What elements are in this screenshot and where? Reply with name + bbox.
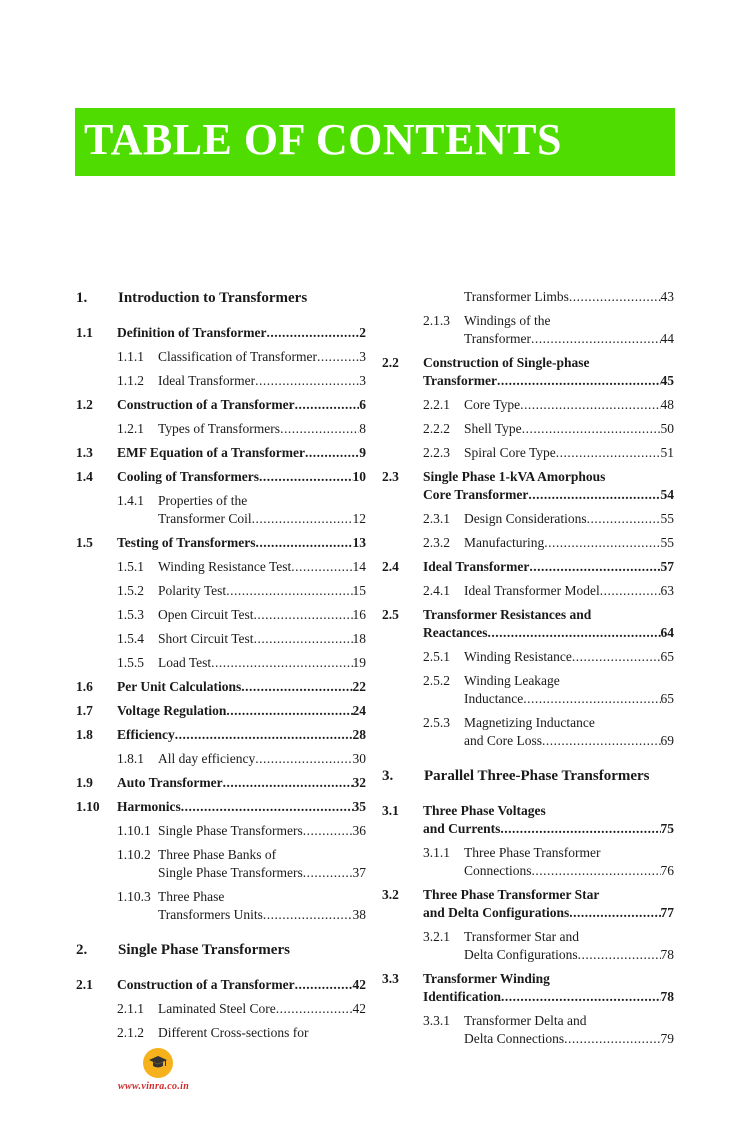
leader-dots: [572, 648, 661, 666]
page-number: 77: [660, 905, 674, 920]
entry-title: Inductance: [464, 691, 524, 706]
page-number: 30: [352, 751, 366, 766]
leader-dots: [317, 348, 359, 366]
toc-entry-2-5-3[interactable]: [382, 714, 674, 750]
entry-title: Parallel Three-Phase Transformers: [424, 768, 650, 784]
toc-entry-1-5-5[interactable]: [76, 654, 366, 672]
page-title: TABLE OF CONTENTS: [84, 115, 562, 164]
entry-title: Core Type: [464, 397, 521, 412]
entry-number: 2.4.1: [423, 583, 450, 598]
entry-number: 1.8: [76, 727, 93, 742]
page-number: 16: [352, 607, 366, 622]
page-number: 50: [660, 421, 674, 436]
toc-entry-1-5[interactable]: [76, 534, 366, 552]
leader-dots: [529, 558, 660, 576]
toc-entry-1-5-2[interactable]: [76, 582, 366, 600]
page-number: 78: [660, 989, 674, 1004]
leader-dots: [266, 324, 359, 342]
page-number: 45: [660, 373, 674, 388]
entry-title: Spiral Core Type: [464, 445, 556, 460]
toc-entry-1-9[interactable]: [76, 774, 366, 792]
entry-title-line: Transformer Resistances and: [423, 607, 592, 622]
leader-dots: [578, 946, 661, 964]
toc-entry-1-5-4[interactable]: [76, 630, 366, 648]
toc-entry-2-1-2[interactable]: [76, 1024, 366, 1042]
entry-number: 1.10.1: [117, 823, 151, 838]
page-number: 28: [352, 727, 366, 742]
entry-number: 1.4.1: [117, 493, 144, 508]
leader-dots: [497, 372, 661, 390]
toc-entry-2-1-1[interactable]: [76, 1000, 366, 1018]
page-number: 35: [352, 799, 366, 814]
entry-title: Single Phase Transformers: [158, 823, 303, 838]
entry-number: 2.1.3: [423, 313, 450, 328]
entry-title-line: Construction of Single-phase: [423, 355, 590, 370]
toc-entry-2-4-1[interactable]: [382, 582, 674, 600]
leader-dots: [256, 534, 353, 552]
entry-title: Transformer: [464, 331, 531, 346]
entry-title: and Core Loss: [464, 733, 542, 748]
leader-dots: [255, 372, 359, 390]
entry-title: Ideal Transformer: [158, 373, 256, 388]
toc-entry-1-6[interactable]: [76, 678, 366, 696]
leader-dots: [211, 654, 352, 672]
leader-dots: [305, 444, 359, 462]
toc-entry-1-10[interactable]: [76, 798, 366, 816]
entry-title: Transformers Units: [158, 907, 263, 922]
entry-title: Winding Resistance: [464, 649, 572, 664]
entry-number: 3.: [382, 768, 394, 784]
leader-dots: [223, 774, 353, 792]
toc-entry-3[interactable]: [382, 766, 674, 802]
toc-entry-2-2-3[interactable]: [382, 444, 674, 462]
entry-number: 2.5.3: [423, 715, 450, 730]
leader-dots: [291, 558, 352, 576]
entry-title: Single Phase Transformers: [158, 865, 303, 880]
leader-dots: [569, 288, 661, 306]
toc-entry-1-8-1[interactable]: [76, 750, 366, 768]
toc-entry-2-2[interactable]: [382, 354, 674, 390]
page-number: 3: [359, 349, 366, 364]
entry-title: Load Test: [158, 655, 212, 670]
entry-number: 2.5.2: [423, 673, 450, 688]
entry-number: 1.5.2: [117, 583, 144, 598]
toc-entry-3-3[interactable]: [382, 970, 674, 1006]
leader-dots: [587, 510, 661, 528]
leader-dots: [254, 630, 353, 648]
toc-entry-2-3-1[interactable]: [382, 510, 674, 528]
entry-number: 2.3: [382, 469, 399, 484]
leader-dots: [531, 330, 661, 348]
toc-entry-1-8[interactable]: [76, 726, 366, 744]
page-number: 18: [352, 631, 366, 646]
entry-number: 1.1: [76, 325, 93, 340]
entry-title: Core Transformer: [423, 487, 529, 502]
leader-dots: [523, 690, 660, 708]
page-number: 6: [359, 397, 366, 412]
leader-dots: [487, 624, 660, 642]
entry-number: 1.5.5: [117, 655, 144, 670]
entry-number: 2.5.1: [423, 649, 450, 664]
toc-entry-1-1-2[interactable]: [76, 372, 366, 390]
toc-entry-2-4[interactable]: [382, 558, 674, 576]
entry-number: 2.2.2: [423, 421, 450, 436]
page-number: 24: [352, 703, 366, 718]
entry-number: 3.1.1: [423, 845, 450, 860]
entry-number: 2.1.2: [117, 1025, 144, 1040]
entry-title: Laminated Steel Core: [158, 1001, 276, 1016]
title-banner: [75, 108, 675, 176]
page-number: 48: [660, 397, 674, 412]
page-number: 65: [660, 649, 674, 664]
leader-dots: [295, 976, 353, 994]
page-number: 37: [352, 865, 366, 880]
leader-dots: [501, 988, 660, 1006]
leader-dots: [175, 726, 353, 744]
entry-title: Delta Configurations: [464, 947, 578, 962]
entry-title: Shell Type: [464, 421, 522, 436]
toc-entry-2-5-1[interactable]: [382, 648, 674, 666]
entry-number: 3.2.1: [423, 929, 450, 944]
graduation-cap-icon: [143, 1048, 173, 1078]
page-number: 42: [352, 977, 366, 992]
leader-dots: [542, 732, 661, 750]
entry-title: and Delta Configurations: [423, 905, 570, 920]
entry-number: 2.3.2: [423, 535, 450, 550]
toc-entry-1-3[interactable]: [76, 444, 366, 462]
page-number: 14: [352, 559, 366, 574]
toc-entry-2-2-2[interactable]: [382, 420, 674, 438]
leader-dots: [556, 444, 661, 462]
leader-dots: [263, 906, 353, 924]
entry-number: 2.3.1: [423, 511, 450, 526]
entry-number: 3.3.1: [423, 1013, 450, 1028]
entry-title: and Currents: [423, 821, 501, 836]
toc-entry-2[interactable]: [76, 940, 366, 976]
entry-title: Short Circuit Test: [158, 631, 254, 646]
entry-title: Classification of Transformer: [158, 349, 317, 364]
entry-number: 2.5: [382, 607, 399, 622]
entry-title: Types of Transformers: [158, 421, 281, 436]
entry-title: Reactances: [423, 625, 488, 640]
entry-title: Open Circuit Test: [158, 607, 254, 622]
toc-entry-2-1[interactable]: [76, 976, 366, 994]
entry-number: 1.5.1: [117, 559, 144, 574]
leader-dots: [276, 1000, 353, 1018]
leader-dots: [252, 510, 353, 528]
page-number: 55: [660, 535, 674, 550]
page-number: 57: [660, 559, 674, 574]
entry-number: 1.3: [76, 445, 93, 460]
entry-number: 2.1.1: [117, 1001, 144, 1016]
toc-entry-1-4[interactable]: [76, 468, 366, 486]
entry-title-line: Properties of the: [158, 493, 248, 508]
page-number: 12: [352, 511, 366, 526]
entry-title: Efficiency: [117, 727, 175, 742]
leader-dots: [564, 1030, 660, 1048]
page-number: 8: [359, 421, 366, 436]
entry-number: 1.: [76, 290, 88, 306]
entry-number: 1.10.3: [117, 889, 151, 904]
entry-title-line: Three Phase Banks of: [158, 847, 277, 862]
entry-number: 1.1.2: [117, 373, 144, 388]
entry-number: 2.: [76, 942, 88, 958]
toc-entry-2-3[interactable]: [382, 468, 674, 504]
page-number: 43: [660, 289, 674, 304]
leader-dots: [500, 820, 660, 838]
toc-left-column: [76, 288, 366, 1048]
toc-entry-1-10-2[interactable]: [76, 846, 366, 882]
toc-entry-3-1[interactable]: [382, 802, 674, 838]
entry-number: 2.1: [76, 977, 93, 992]
toc-entry-1[interactable]: [76, 288, 366, 324]
page-number: 78: [660, 947, 674, 962]
leader-dots: [181, 798, 353, 816]
page-number: 42: [352, 1001, 366, 1016]
toc-entry-2-1-3[interactable]: [382, 312, 674, 348]
leader-dots: [303, 822, 353, 840]
page-number: 15: [352, 583, 366, 598]
entry-title: Transformer: [423, 373, 497, 388]
entry-number: 1.10: [76, 799, 100, 814]
toc-entry-3-3-1[interactable]: [382, 1012, 674, 1048]
page-number: 75: [660, 821, 674, 836]
entry-title: Polarity Test: [158, 583, 227, 598]
page-number: 63: [660, 583, 674, 598]
entry-title: Ideal Transformer Model: [464, 583, 600, 598]
entry-title-line: Single Phase 1-kVA Amorphous: [423, 469, 606, 484]
entry-number: 1.2: [76, 397, 93, 412]
leader-dots: [569, 904, 660, 922]
entry-title: Manufacturing: [464, 535, 545, 550]
entry-title-line: Three Phase Transformer: [464, 845, 601, 860]
entry-title: Introduction to Transformers: [118, 290, 308, 306]
leader-dots: [532, 862, 661, 880]
entry-title: Ideal Transformer: [423, 559, 530, 574]
entry-title: Winding Resistance Test: [158, 559, 292, 574]
entry-number: 1.5.4: [117, 631, 144, 646]
page-number: 19: [352, 655, 366, 670]
toc-entry-2-3-2[interactable]: [382, 534, 674, 552]
leader-dots: [280, 420, 359, 438]
entry-number: 2.2.3: [423, 445, 450, 460]
toc-entry-1-7[interactable]: [76, 702, 366, 720]
page-number: 13: [352, 535, 366, 550]
page-number: 69: [660, 733, 674, 748]
leader-dots: [254, 606, 353, 624]
page-number: 10: [352, 469, 366, 484]
entry-number: 1.4: [76, 469, 93, 484]
entry-title-line: Three Phase Voltages: [423, 803, 546, 818]
toc-entry-1-10-1[interactable]: [76, 822, 366, 840]
entry-number: 1.10.2: [117, 847, 151, 862]
page-number: 54: [660, 487, 674, 502]
leader-dots: [528, 486, 660, 504]
entry-title-line: Transformer Star and: [464, 929, 579, 944]
entry-title: Connections: [464, 863, 532, 878]
toc-entry-2-5-2[interactable]: [382, 672, 674, 708]
entry-number: 1.8.1: [117, 751, 144, 766]
entry-title-line: Three Phase: [158, 889, 225, 904]
entry-number: 3.3: [382, 971, 399, 986]
toc-entry-1-2[interactable]: [76, 396, 366, 414]
toc-entry-2-2-1[interactable]: [382, 396, 674, 414]
page-number: 32: [352, 775, 366, 790]
toc-right-column: [382, 288, 674, 1054]
entry-title: Testing of Transformers: [117, 535, 256, 550]
entry-number: 1.5: [76, 535, 93, 550]
page-number: 2: [359, 325, 366, 340]
page-number: 9: [359, 445, 366, 460]
toc-entry-1-5-1[interactable]: [76, 558, 366, 576]
entry-title-line: Winding Leakage: [464, 673, 560, 688]
page-number: 76: [660, 863, 674, 878]
leader-dots: [255, 750, 352, 768]
leader-dots: [226, 582, 352, 600]
entry-number: 1.6: [76, 679, 93, 694]
entry-title: EMF Equation of a Transformer: [117, 445, 305, 460]
page-number: 51: [660, 445, 674, 460]
leader-dots: [520, 396, 660, 414]
entry-number: 3.1: [382, 803, 399, 818]
entry-number: 3.2: [382, 887, 399, 902]
website-url: www.vinra.co.in: [118, 1081, 190, 1092]
entry-title: Transformer Limbs: [464, 289, 569, 304]
toc-entry-2-5[interactable]: [382, 606, 674, 642]
leader-dots: [544, 534, 660, 552]
entry-title: Delta Connections: [464, 1031, 565, 1046]
entry-title-line: Transformer Delta and: [464, 1013, 587, 1028]
entry-title-line: Transformer Winding: [423, 971, 550, 986]
leader-dots: [259, 468, 353, 486]
page-number: 79: [660, 1031, 674, 1046]
toc-entry-3-1-1[interactable]: [382, 844, 674, 880]
entry-title-line: Three Phase Transformer Star: [423, 887, 600, 902]
entry-number: 1.1.1: [117, 349, 144, 364]
page-number: 38: [352, 907, 366, 922]
toc-entry-1-10-3[interactable]: [76, 888, 366, 924]
toc-entry-3-2[interactable]: [382, 886, 674, 922]
entry-title: Voltage Regulation: [117, 703, 227, 718]
page-number: 64: [660, 625, 674, 640]
entry-number: 1.5.3: [117, 607, 144, 622]
entry-title: Definition of Transformer: [117, 325, 267, 340]
leader-dots: [600, 582, 661, 600]
entry-title: Construction of a Transformer: [117, 977, 295, 992]
entry-number: 1.7: [76, 703, 93, 718]
entry-title: Single Phase Transformers: [118, 942, 290, 958]
page-number: 36: [352, 823, 366, 838]
toc-entry-1-4-1[interactable]: [76, 492, 366, 528]
leader-dots: [226, 702, 352, 720]
toc-entry-3-2-1[interactable]: [382, 928, 674, 964]
entry-title: Construction of a Transformer: [117, 397, 295, 412]
toc-entry-1-1[interactable]: [76, 324, 366, 342]
page-number: 65: [660, 691, 674, 706]
toc-entry-continued[interactable]: [382, 288, 674, 306]
entry-title: Per Unit Calculations: [117, 679, 242, 694]
leader-dots: [241, 678, 352, 696]
page-number: 55: [660, 511, 674, 526]
entry-title: Cooling of Transformers: [117, 469, 259, 484]
toc-entry-1-5-3[interactable]: [76, 606, 366, 624]
toc-entry-1-2-1[interactable]: [76, 420, 366, 438]
entry-number: 2.4: [382, 559, 399, 574]
entry-number: 1.9: [76, 775, 93, 790]
entry-number: 2.2.1: [423, 397, 450, 412]
leader-dots: [522, 420, 661, 438]
entry-title-line: Magnetizing Inductance: [464, 715, 595, 730]
entry-title: All day efficiency: [158, 751, 256, 766]
entry-title: Design Considerations: [464, 511, 587, 526]
entry-title: Auto Transformer: [117, 775, 223, 790]
entry-title-line: Windings of the: [464, 313, 551, 328]
entry-number: 2.2: [382, 355, 399, 370]
page-number: 3: [359, 373, 366, 388]
page-number: 22: [352, 679, 366, 694]
toc-entry-1-1-1[interactable]: [76, 348, 366, 366]
entry-title: Harmonics: [117, 799, 181, 814]
page-number: 44: [660, 331, 674, 346]
leader-dots: [295, 396, 360, 414]
entry-title: Identification: [423, 989, 502, 1004]
leader-dots: [303, 864, 353, 882]
entry-number: 1.2.1: [117, 421, 144, 436]
entry-title: Different Cross-sections for: [158, 1025, 309, 1040]
entry-title: Transformer Coil: [158, 511, 252, 526]
